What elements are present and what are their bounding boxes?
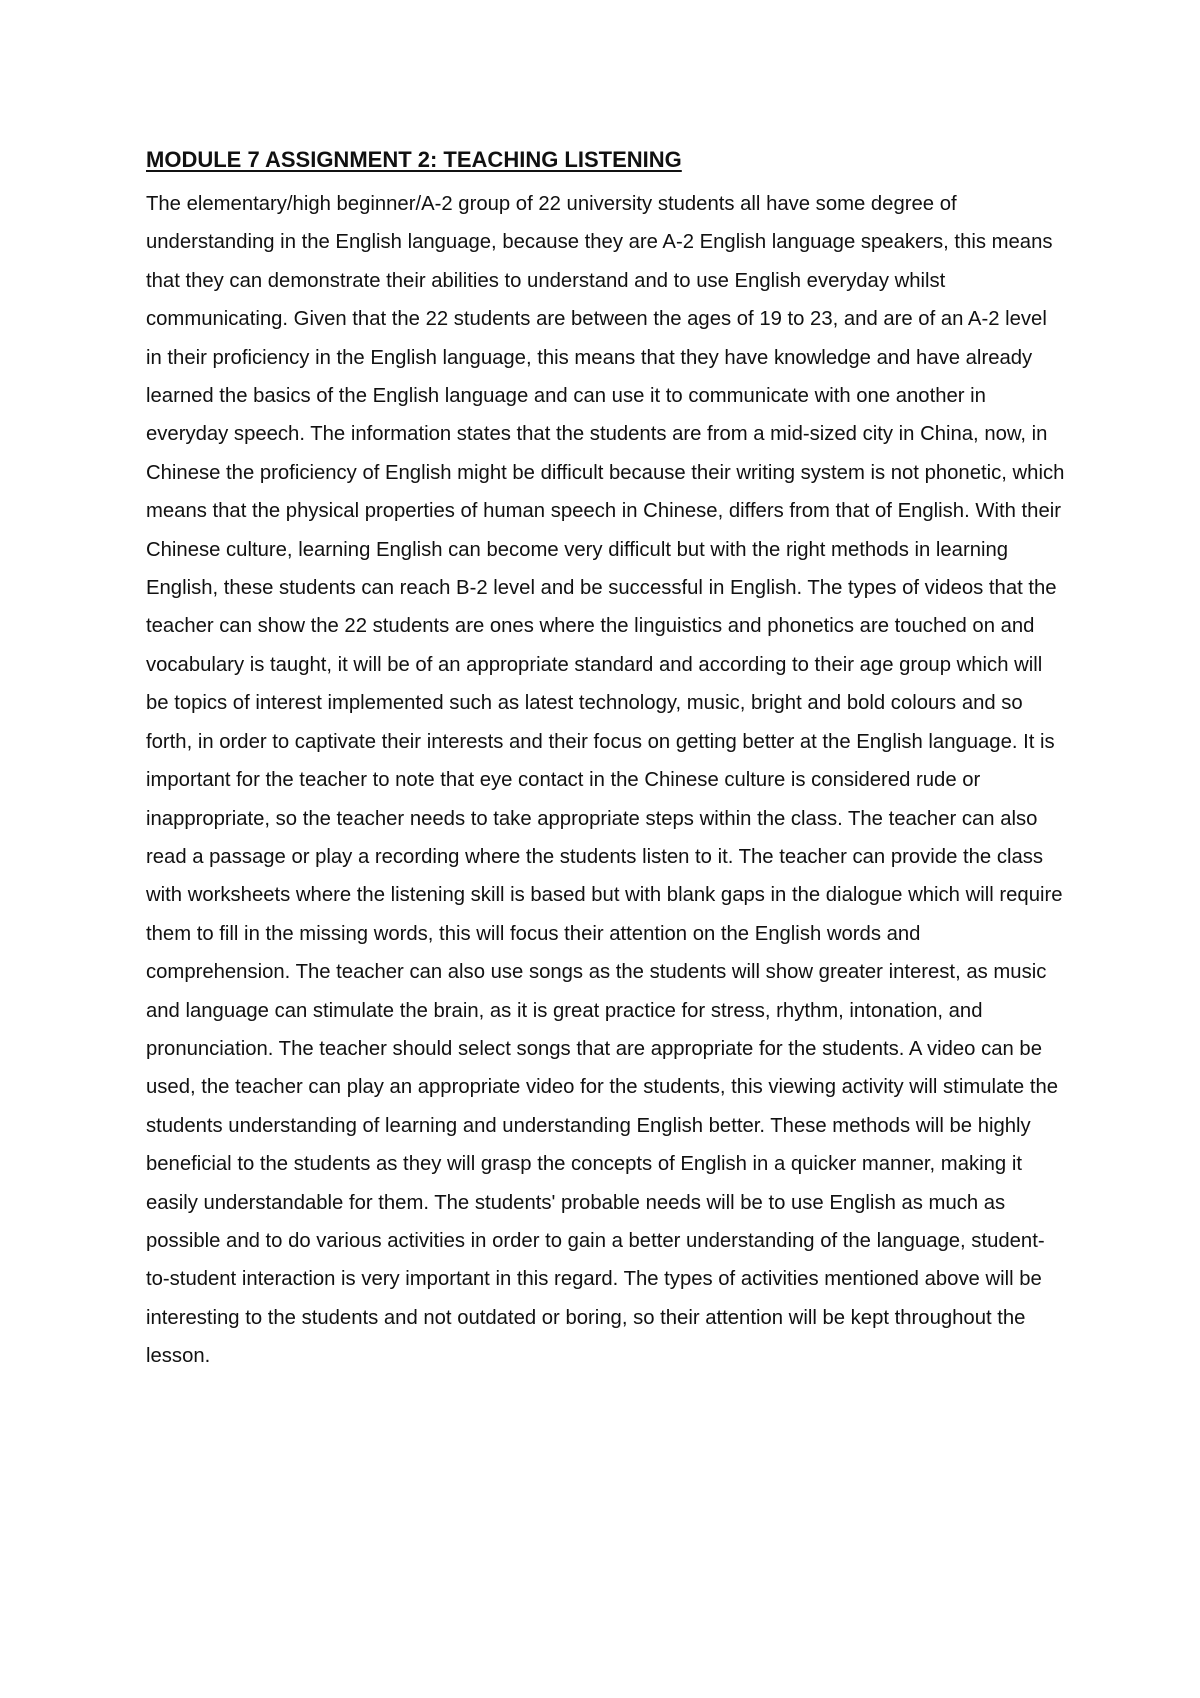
document-title: MODULE 7 ASSIGNMENT 2: TEACHING LISTENING — [146, 147, 682, 172]
document-content — [146, 145, 1066, 1376]
document-body-paragraph: The elementary/high beginner/A-2 group of 22 university students all have some degree of understanding in the English language, because they are A-2 English language speakers, this means that they can demonstrate their abilities to understand and to use English everyday whilst communicating. Given that the 22 students are between the ages of 19 to 23, and are of an A-2 level in their proficiency in the English language, this means that they have knowledge and have already learned the basics of the English language and can use it to communicate with one another in everyday speech. The information states that the students are from a mid-sized city in China, now, in Chinese the proficiency of English might be difficult because their writing system is not phonetic, which means that the physical properties of human speech in Chinese, differs from that of English. With their Chinese culture, learning English can become very difficult but with the right methods in learning English, these students can reach B-2 level and be successful in English. The types of videos that the teacher can show the 22 students are ones where the linguistics and phonetics are touched on and vocabulary is taught, it will be of an appropriate standard and according to their age group which will be topics of interest implemented such as latest technology, music, bright and bold colours and so forth, in order to captivate their interests and their focus on getting better at the English language. It is important for the teacher to note that eye contact in the Chinese culture is considered rude or inappropriate, so the teacher needs to take appropriate steps within the class. The teacher can also read a passage or play a recording where the students listen to it. The teacher can provide the class with worksheets where the listening skill is based but with blank gaps in the dialogue which will require them to fill in the missing words, this will focus their attention on the English words and comprehension. The teacher can also use songs as the students will show greater interest, as music and language can stimulate the brain, as it is great practice for stress, rhythm, intonation, and pronunciation. The teacher should select songs that are appropriate for the students. A video can be used, the teacher can play an appropriate video for the students, this viewing activity will stimulate the students understanding of learning and understanding English better. These methods will be highly beneficial to the students as they will grasp the concepts of English in a quicker manner, making it easily understandable for them. The students' probable needs will be to use English as much as possible and to do various activities in order to gain a better understanding of the language, student-to-student interaction is very important in this regard. The types of activities mentioned above will be interesting to the students and not outdated or boring, so their attention will be kept throughout the lesson. — [146, 193, 1065, 1368]
